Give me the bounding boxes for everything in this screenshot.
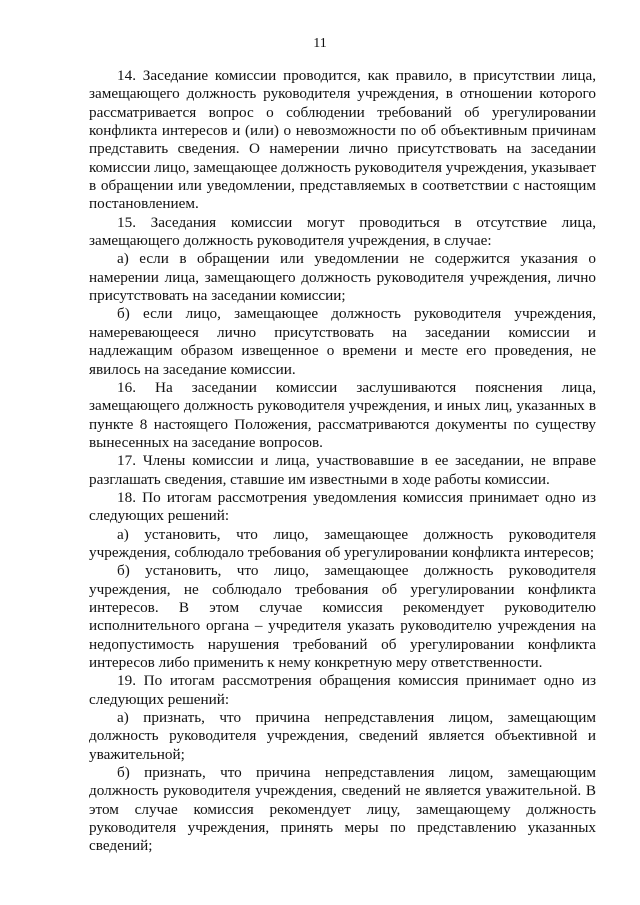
paragraph-18-b: б) установить, что лицо, замещающее должность руководителя учреждения, не соблюдало требования об урегулировании конфликта интересов. В этом случае комиссия рекомендует руководителю исполнительного органа – учредителя указать руководителю учреждения на недопустимость нарушения требований об урегулировании конфликта интересов либо применить к нему конкретную меру ответственности.	[89, 562, 596, 671]
paragraph-15-a: а) если в обращении или уведомлении не содержится указания о намерении лица, замещающего должность руководителя учреждения, лично присутствовать на заседании комиссии;	[89, 250, 596, 305]
paragraph-16: 16. На заседании комиссии заслушиваются пояснения лица, замещающего должность руководителя учреждения, и иных лиц, указанных в пункте 8 настоящего Положения, рассматриваются документы по существу вынесенных на заседание вопросов.	[89, 378, 596, 451]
paragraph-19: 19. По итогам рассмотрения обращения комиссия принимает одно из следующих решений:	[89, 672, 596, 708]
paragraph-18-a: а) установить, что лицо, замещающее должность руководителя учреждения, соблюдало требования об урегулировании конфликта интересов;	[89, 525, 596, 561]
document-body	[89, 67, 596, 856]
paragraph-15-b: б) если лицо, замещающее должность руководителя учреждения, намеревающееся лично присутствовать на заседании комиссии и надлежащим образом извещенное о времени и месте его проведения, не явилось на заседание комиссии.	[89, 305, 596, 378]
paragraph-15: 15. Заседания комиссии могут проводиться в отсутствие лица, замещающего должность руководителя учреждения, в случае:	[89, 213, 596, 250]
paragraph-17: 17. Члены комиссии и лица, участвовавшие в ее заседании, не вправе разглашать сведения, ставшие им известными в ходе работы комиссии.	[89, 452, 596, 488]
paragraph-19-a: а) признать, что причина непредставления лицом, замещающим должность руководителя учреждения, сведений является объективной и уважительной;	[89, 709, 596, 763]
paragraph-18: 18. По итогам рассмотрения уведомления комиссия принимает одно из следующих решений:	[89, 488, 596, 525]
page-number: 11	[313, 36, 327, 51]
paragraph-19-b: б) признать, что причина непредставления лицом, замещающим должность руководителя учреждения, сведений не является уважительной. В этом случае комиссия рекомендует лицу, замещающему должность руководителя учреждения, принять меры по представлению указанных сведений;	[89, 764, 596, 855]
paragraph-14: 14. Заседание комиссии проводится, как правило, в присутствии лица, замещающего должность руководителя учреждения, в отношении которого рассматривается вопрос о соблюдении требований об урегулировании конфликта интересов и (или) о невозможности по об объективным причинам представить сведения. О намерении лично присутствовать на заседании комиссии лицо, замещающее должность руководителя учреждения, указывает в обращении или уведомлении, представляемых в соответствии с настоящим постановлением.	[89, 67, 596, 213]
